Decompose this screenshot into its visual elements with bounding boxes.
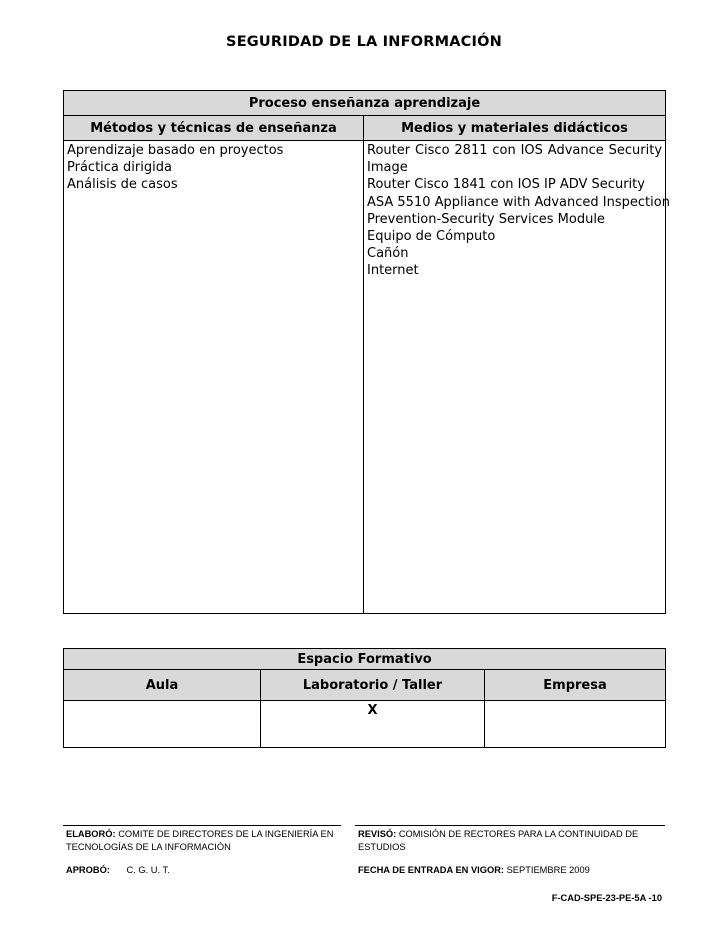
fecha-label: FECHA DE ENTRADA EN VIGOR: [358, 865, 504, 875]
elaboro-label: ELABORÓ: [66, 829, 116, 839]
space-table-header: Espacio Formativo [64, 649, 666, 670]
media-item: Image [367, 160, 408, 176]
footer-left-rule [63, 825, 341, 826]
methods-column-header: Métodos y técnicas de enseñanza [64, 116, 364, 141]
media-item: Router Cisco 2811 con IOS Advance Security [367, 143, 663, 158]
media-item: Router Cisco 1841 con IOS IP ADV Security [367, 177, 645, 193]
lab-value: X [261, 701, 485, 748]
footer-reviso [358, 828, 658, 854]
process-table [63, 90, 670, 614]
space-table [63, 648, 666, 748]
reviso-label: REVISÓ: [358, 829, 397, 839]
media-item: ASA 5510 Appliance with Advanced Inspection [367, 194, 670, 210]
lab-column-header: Laboratorio / Taller [261, 670, 485, 701]
fecha-value: SEPTIEMBRE 2009 [506, 865, 590, 875]
footer-aprobo [66, 864, 341, 877]
footer-right-rule [355, 825, 665, 826]
reviso-value: COMISIÓN DE RECTORES PARA LA CONTINUIDAD DE ESTUDIOS [358, 829, 639, 852]
empresa-value [485, 701, 666, 748]
aula-value [64, 701, 261, 748]
methods-item: Práctica dirigida [67, 160, 172, 176]
methods-item: Análisis de casos [67, 177, 178, 193]
page-title: SEGURIDAD DE LA INFORMACIÓN [226, 34, 502, 50]
media-item: Prevention-Security Services Module [367, 211, 605, 227]
footer-fecha [358, 864, 658, 877]
process-table-header: Proceso enseñanza aprendizaje [64, 91, 666, 116]
aprobo-value: C. G. U. T. [126, 865, 170, 875]
elaboro-value: COMITE DE DIRECTORES DE LA INGENIERÍA EN TECNOLOGÍAS DE LA INFORMACIÓN [66, 829, 334, 852]
empresa-column-header: Empresa [485, 670, 666, 701]
footer-elaboro [66, 828, 341, 854]
media-item: Equipo de Cómputo [367, 229, 496, 245]
media-cell [364, 141, 670, 614]
methods-item: Aprendizaje basado en proyectos [67, 143, 284, 158]
methods-cell [64, 141, 364, 614]
aula-column-header: Aula [64, 670, 261, 701]
aprobo-label: APROBÓ: [66, 865, 110, 875]
form-code: F-CAD-SPE-23-PE-5A -10 [551, 893, 662, 903]
media-column-header: Medios y materiales didácticos [364, 116, 666, 141]
media-item: Cañón [367, 246, 409, 262]
media-item: Internet [367, 263, 419, 279]
